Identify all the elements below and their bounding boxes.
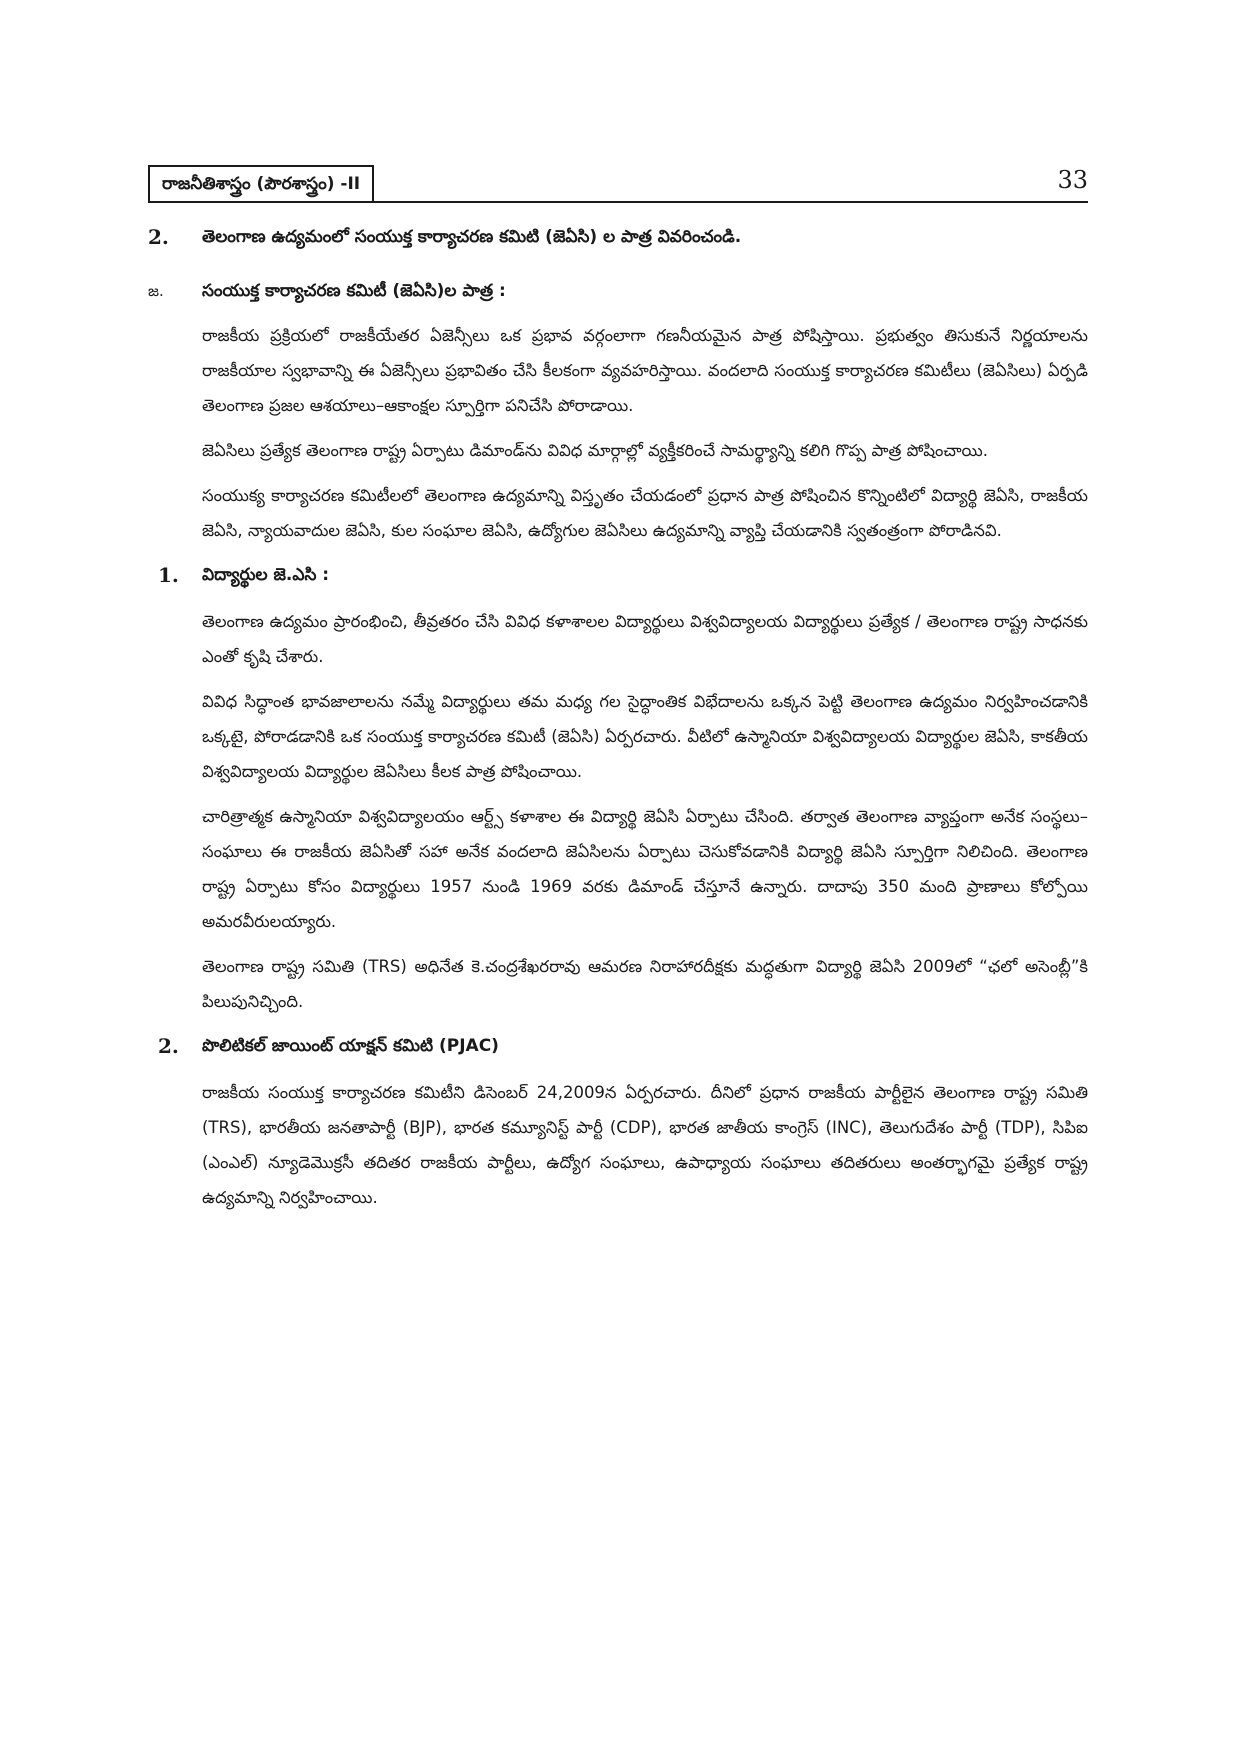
paragraph: చారిత్రాత్మక ఉస్మానియా విశ్వవిద్యాలయం ఆర్ట్స్ కళాశాల ఈ విద్యార్థి జెఏసి ఏర్పాటు చేసింది. తర్వాత తెలంగాణ వ్యాప్తంగా అనేక సంస్థలు–సంఘాలు ఈ రాజకీయ జెఏసితో సహా అనేక వందలాది జెఏసిలను ఏర్పాటు చెసుకోవడానికి విద్యార్థి జెఏసి స్పూర్తిగా నిలిచింది. తెలంగాణ రాష్ట్ర ఏర్పాటు కోసం విద్యార్థులు 1957 నుండి 1969 వరకు డిమాండ్ చేస్తూనే ఉన్నారు. దాదాపు 350 మంది ప్రాణాలు కోల్పోయి అమరవీరులయ్యారు. (202, 807, 1088, 931)
running-title: రాజనీతిశాస్త్రం (పౌరశాస్త్రం) -II (148, 165, 374, 201)
section-number: 2. (158, 1034, 179, 1058)
answer-heading (148, 276, 1088, 306)
section-heading (158, 560, 1088, 590)
question-number: 2. (148, 225, 169, 249)
question-text: తెలంగాణ ఉద్యమంలో సంయుక్త కార్యాచరణ కమిటి (జెఏసి) ల పాత్ర వివరించండి. (202, 227, 742, 247)
page-header (148, 165, 1088, 203)
paragraph: సంయుక్య కార్యాచరణ కమిటీలలో తెలంగాణ ఉద్యమాన్ని విస్తృతం చేయడంలో ప్రధాన పాత్ర పోషించిన కొన్నింటిలో విద్యార్థి జెఏసి, రాజకీయ జెఏసి, న్యాయవాదుల జెఏసి, కుల సంఘాల జెఏసి, ఉద్యోగుల జెఏసిలు ఉద్యమాన్ని వ్యాప్తి చేయడానికి స్వతంత్రంగా పోరాడినవి. (202, 486, 1088, 540)
paragraph: వివిధ సిద్ధాంత భావజాలాలను నమ్మే విద్యార్థులు తమ మధ్య గల సైద్ధాంతిక విభేదాలను ఒక్కన పెట్టి తెలంగాణ ఉద్యమం నిర్వహించడానికి ఒక్కటై, పోరాడడానికి ఒక సంయుక్త కార్యాచరణ కమిటీ (జెఏసి) ఏర్పరచారు. వీటిలో ఉస్మానియా విశ్వవిద్యాలయ విద్యార్థుల జెఏసి, కాకతీయ విశ్వవిద్యాలయ విద్యార్థుల జెఏసిలు కీలక పాత్ర పోషించాయి. (202, 692, 1088, 781)
paragraph: రాజకీయ సంయుక్త కార్యాచరణ కమిటీని డిసెంబర్ 24,2009న ఏర్పరచారు. దీనిలో ప్రధాన రాజకీయ పార్టీలైన తెలంగాణ రాష్ట్ర సమితి (TRS), భారతీయ జనతాపార్టీ (BJP), భారత కమ్యూనిస్ట్ పార్టీ (CDP), భారత జాతీయ కాంగ్రెస్ (INC), తెలుగుదేశం పార్టీ (TDP), సిపిఐ (ఎంఎల్) న్యూడెమొక్రసీ తదితర రాజకీయ పార్టీలు, ఉద్యోగ సంఘాలు, ఉపాధ్యాయ సంఘాలు తదితరులు అంతర్భాగమై ప్రత్యేక రాష్ట్ర ఉద్యమాన్ని నిర్వహించాయి. (202, 1083, 1088, 1207)
page-number: 33 (1057, 166, 1088, 194)
paragraph: తెలంగాణ ఉద్యమం ప్రారంభించి, తీవ్రతరం చేసి వివిధ కళాశాలల విద్యార్థులు విశ్వవిద్యాలయ విద్యార్థులు ప్రత్యేక / తెలంగాణ రాష్ట్ర సాధనకు ఎంతో కృషి చేశారు. (202, 612, 1088, 666)
section-number: 1. (158, 563, 179, 587)
section-title: విద్యార్థుల జె.ఎసి : (202, 565, 330, 585)
section-heading (158, 1031, 1088, 1061)
paragraph: జెఏసిలు ప్రత్యేక తెలంగాణ రాష్ట్ర ఏర్పాటు డిమాండ్‌ను వివిధ మార్గాల్లో వ్యక్తీకరించే సామర్థ్యాన్ని కలిగి గొప్ప పాత్ర పోషించాయి. (202, 441, 989, 460)
section-title: పొలిటికల్ జాయింట్ యాక్షన్ కమిటి (PJAC) (202, 1036, 499, 1056)
answer-title: సంయుక్త కార్యాచరణ కమిటీ (జెఏసి)ల పాత్ర : (202, 281, 506, 301)
question (148, 222, 1088, 252)
paragraph: తెలంగాణ రాష్ట్ర సమితి (TRS) అధినేత కె.చంద్రశేఖరరావు ఆమరణ నిరాహారదీక్షకు మద్ధతుగా విద్యార్థి జెఏసి 2009లో “ఛలో అసెంబ్లీ”కి పిలుపునిచ్చింది. (202, 957, 1088, 1011)
page-content (148, 222, 1088, 1225)
paragraph: రాజకీయ ప్రక్రియలో రాజకీయేతర ఏజెన్సీలు ఒక ప్రభావ వర్గంలాగా గణనీయమైన పాత్ర పోషిస్తాయి. ప్రభుత్వం తిసుకునే నిర్ణయాలను రాజకీయాల స్వభావాన్ని ఈ ఏజెన్సీలు ప్రభావితం చేసి కీలకంగా వ్యవహరిస్తాయి. వందలాది సంయుక్త కార్యాచరణ కమిటీలు (జెఏసిలు) ఏర్పడి తెలంగాణ ప్రజల ఆశయాలు–ఆకాంక్షల స్పూర్తిగా పనిచేసి పోరాడాయి. (202, 326, 1088, 415)
answer-label: జ. (148, 282, 164, 300)
